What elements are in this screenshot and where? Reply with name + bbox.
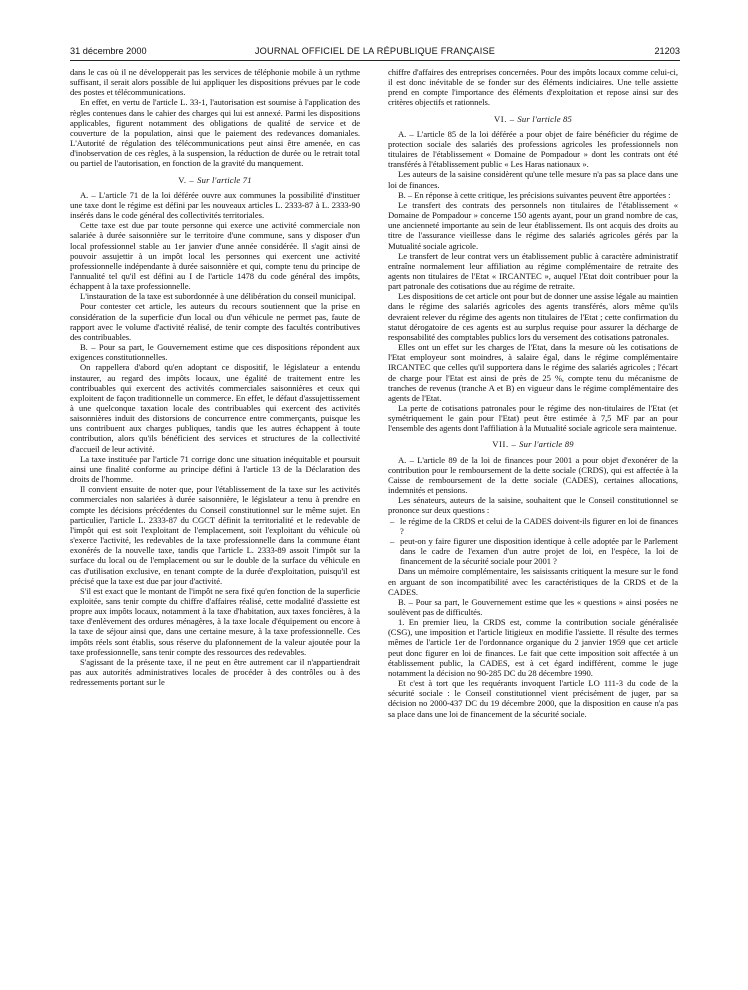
header-rule bbox=[70, 60, 680, 61]
paragraph: 1. En premier lieu, la CRDS est, comme la contribution sociale généralisée (CSG), une imposition et l'article litigieux en modifie l'assiette. Il résulte des termes mêmes de l'article 1er de l'ordonnance organique du 2 janvier 1959 que cet article peut donc figurer en loi de finances. Le fait que cette imposition soit affectée à un établissement public, la CADES, est à cet égard indifférent, comme le juge notamment la décision no 90-285 DC du 28 décembre 1990. bbox=[388, 617, 678, 678]
paragraph: dans le cas où il ne développerait pas les services de téléphonie mobile à un rythme suffisant, il serait alors possible de lui appliquer les dispositions prévues par le code des postes et télécommunications. bbox=[70, 67, 360, 98]
section-title: Sur l'article 71 bbox=[197, 174, 252, 185]
section-title: Sur l'article 89 bbox=[519, 439, 574, 450]
paragraph: A. – L'article 89 de la loi de finances pour 2001 a pour objet d'exonérer de la contribution pour le remboursement de la dette sociale (CRDS), qui est affectée à la Caisse de remboursement de la dette sociale (CADES), certaines allocations, indemnités et pensions. bbox=[388, 454, 678, 496]
paragraph: Les sénateurs, auteurs de la saisine, souhaitent que le Conseil constitutionnel se prononce sur deux questions : bbox=[388, 495, 678, 516]
paragraph: Elles ont un effet sur les charges de l'Etat, dans la mesure où les cotisations de l'Etat employeur sont moindres, à salaire égal, dans le régime complémentaire IRCANTEC que celles qu'il supportera dans le régime des salariés agricoles ; l'écart de charge pour l'Etat est ainsi de près de 25 %, compte tenu du mécanisme de tranches de revenus (tranche A et B) en vigueur dans le régime complémentaire des agents de l'Etat. bbox=[388, 342, 678, 403]
page-header bbox=[70, 44, 680, 58]
paragraph: A. – L'article 71 de la loi déférée ouvre aux communes la possibilité d'instituer une taxe dont le régime est défini par les nouveaux articles L. 2333-87 à L. 2333-90 insérés dans le code général des collectivités territoriales. bbox=[70, 189, 360, 221]
header-page-number: 21203 bbox=[654, 46, 680, 56]
paragraph: S'agissant de la présente taxe, il ne peut en être autrement car il n'appartiendrait pas aux autorités administratives locales de procéder à des contrôles ou à des redressements portant sur le bbox=[70, 656, 360, 688]
paragraph: B. – Pour sa part, le Gouvernement estime que ces dispositions répondent aux exigences constitutionnelles. bbox=[70, 342, 360, 363]
list-item: – le régime de la CRDS et celui de la CADES doivent-ils figurer en loi de finances ? bbox=[388, 516, 678, 536]
paragraph: La taxe instituée par l'article 71 corrige donc une situation inéquitable et poursuit ainsi une finalité conforme au principe défini à l'article 13 de la Déclaration des droits de l'homme. bbox=[70, 453, 360, 485]
section-heading-v bbox=[70, 175, 360, 185]
paragraph: La perte de cotisations patronales pour le régime des non-titulaires de l'Etat (et symétriquement le gain pour l'Etat) peut être estimée à 7,5 MF par an pour l'ensemble des agents dont l'affiliation à la Mutualité sociale agricole sera maintenue. bbox=[388, 403, 678, 434]
section-heading-vi bbox=[388, 114, 678, 124]
section-number: V. – bbox=[178, 174, 195, 185]
paragraph: Il convient ensuite de noter que, pour l'établissement de la taxe sur les activités commerciales non salariées à durée saisonnière, le législateur a tenu à prendre en compte les décisions précédentes du Conseil constitutionnel sur le même sujet. En particulier, l'article L. 2333-87 du CGCT définit la territorialité et le redevable de l'impôt qui est soit l'exploitant de l'emplacement, soit l'exploitant du véhicule où s'exerce l'activité, les redevables de la taxe professionnelle dans la commune étant exonérés de la nouvelle taxe, tandis que l'article L. 2333-89 assoit l'impôt sur la surface du local ou de l'emplacement ou sur le double de la surface du véhicule en cas d'utilisation exclusive, en tenant compte de la durée d'exploitation, puisqu'il est précisé que la taxe est due par jour d'activité. bbox=[70, 484, 360, 586]
paragraph: B. – En réponse à cette critique, les précisions suivantes peuvent être apportées : bbox=[398, 189, 671, 200]
paragraph: B. – Pour sa part, le Gouvernement estime que les « questions » ainsi posées ne soulèvent pas de difficultés. bbox=[388, 596, 678, 617]
paragraph: On rappellera d'abord qu'en adoptant ce dispositif, le législateur a entendu instaurer, au regard des impôts locaux, une égalité de traitement entre les contribuables qui exercent des activités commerciales saisonnières et ceux qui exploitent de façon traditionnelle un commerce. En effet, le défaut d'assujettissement à une quelconque taxation locale des contribuables qui exercent des activités saisonnières induit des distorsions de concurrence entre commerçants, puisque les uns contribuent aux charges publiques, tandis que les autres échappent à toute contribution, alors qu'ils bénéficient des services et structures de la collectivité d'accueil de leur activité. bbox=[70, 362, 360, 454]
left-column bbox=[70, 67, 360, 687]
paragraph: Dans un mémoire complémentaire, les saisissants critiquent la mesure sur le fond en arguant de son incompatibilité avec les caractéristiques de la CRDS et de la CADES. bbox=[388, 566, 678, 597]
paragraph: Les auteurs de la saisine considèrent qu'une telle mesure n'a pas sa place dans une loi de finances. bbox=[388, 169, 678, 190]
header-date: 31 décembre 2000 bbox=[70, 46, 147, 56]
paragraph: S'il est exact que le montant de l'impôt ne sera fixé qu'en fonction de la superficie exploitée, sans tenir compte du chiffre d'affaires réalisé, cette modalité d'assiette est propre aux impôts locaux, notamment à la taxe d'habitation, aux taxes foncières, à la taxe d'enlèvement des ordures ménagères, à la taxe locale d'équipement ou encore à la taxe de séjour ainsi que, dans une certaine mesure, à la taxe professionnelle. Ces impôts réels sont établis, sous réserve du plafonnement de la valeur ajoutée pour la taxe professionnelle, sans tenir compte des ressources des redevables. bbox=[70, 585, 360, 657]
section-heading-vii bbox=[388, 439, 678, 449]
header-title: JOURNAL OFFICIEL DE LA RÉPUBLIQUE FRANÇAISE bbox=[254, 46, 496, 56]
paragraph: Les dispositions de cet article ont pour but de donner une assise légale au maintien dans le régime des salariés agricoles des agents transférés, alors même qu'ils devraient relever du régime des agents non titulaires de l'Etat ; cette confirmation du statut dérogatoire de ces agents est au surplus requise pour assurer la décharge de responsabilité des comptables publics lors du versement des cotisations patronales. bbox=[388, 291, 678, 342]
paragraph: A. – L'article 85 de la loi déférée a pour objet de faire bénéficier du régime de protection sociale des salariés des professions agricoles les professionnels non titulaires de l'établissement « Domaine de Pompadour » dont les contrats ont été transférés à l'établissement public « Les Haras nationaux ». bbox=[388, 128, 678, 170]
list-item: – peut-on y faire figurer une disposition identique à celle adoptée par le Parlement dans le cadre de l'examen d'un autre projet de loi, en l'espèce, la loi de financement de la sécurité sociale pour 2001 ? bbox=[388, 536, 678, 566]
paragraph: Et c'est à tort que les requérants invoquent l'article LO 111-3 du code de la sécurité sociale : le Conseil constitutionnel vient précisément de juger, par sa décision no 2000-437 DC du 19 décembre 2000, que la disposition en cause n'a pas sa place dans une loi de financement de la sécurité sociale. bbox=[388, 678, 678, 719]
section-number: VII. – bbox=[492, 439, 517, 450]
paragraph: L'instauration de la taxe est subordonnée à une délibération du conseil municipal. bbox=[80, 291, 356, 302]
section-number: VI. – bbox=[493, 113, 515, 124]
right-column bbox=[388, 67, 678, 719]
paragraph: Cette taxe est due par toute personne qui exerce une activité commerciale non salariée à durée saisonnière sur le territoire d'une commune, sans y disposer d'un local professionnel stable au 1er janvier d'une année considérée. Il s'agit ainsi de pouvoir assujettir à un impôt local les personnes qui exercent une activité professionnelle indépendante à durée saisonnière et qui, compte tenu du principe de l'annualité tel qu'il est défini au I de l'article 1478 du code général des impôts, échappent à la taxe professionnelle. bbox=[70, 220, 360, 292]
paragraph: En effet, en vertu de l'article L. 33-1, l'autorisation est soumise à l'application des règles contenues dans le cahier des charges qui lui est annexé. Parmi les dispositions applicables, figurent notamment des obligations de qualité de service et de couverture de la population, ainsi que le paiement des redevances domaniales. L'Autorité de régulation des télécommunications peut ainsi être amenée, en cas d'inobservation de ces règles, à la suspension, la réduction de durée ou le retrait total ou partiel de l'autorisation, en fonction de la gravité du manquement. bbox=[70, 97, 360, 169]
question-list bbox=[388, 516, 678, 567]
paragraph: Le transfert de leur contrat vers un établissement public à caractère administratif entraîne normalement leur affiliation au régime complémentaire de retraite des agents non titulaires de l'Etat « IRCANTEC », auquel l'Etat doit contribuer pour la part patronale des cotisations due au régime de retraite. bbox=[388, 250, 678, 292]
paragraph: Pour contester cet article, les auteurs du recours soutiennent que la prise en considération de la superficie d'un local ou d'un véhicule ne permet pas, faute de rapport avec le volume d'activité réalisé, de tenir compte des facultés contributives des contribuables. bbox=[70, 301, 360, 342]
paragraph: Le transfert des contrats des personnels non titulaires de l'établissement « Domaine de Pompadour » concerne 150 agents ayant, pour un grand nombre de cas, une ancienneté importante au sein de leur établissement. Ils ont acquis des droits au titre de l'assurance vieillesse dans le régime des salariés agricoles gérés par la Mutualité sociale agricole. bbox=[388, 199, 678, 251]
section-title: Sur l'article 85 bbox=[517, 113, 573, 124]
paragraph: chiffre d'affaires des entreprises concernées. Pour des impôts locaux comme celui-ci, il est donc inévitable de se fonder sur des éléments indiciaires. Une telle assiette prend en compte l'importance des éléments d'exploitation et repose ainsi sur des critères objectifs et rationnels. bbox=[388, 67, 678, 108]
